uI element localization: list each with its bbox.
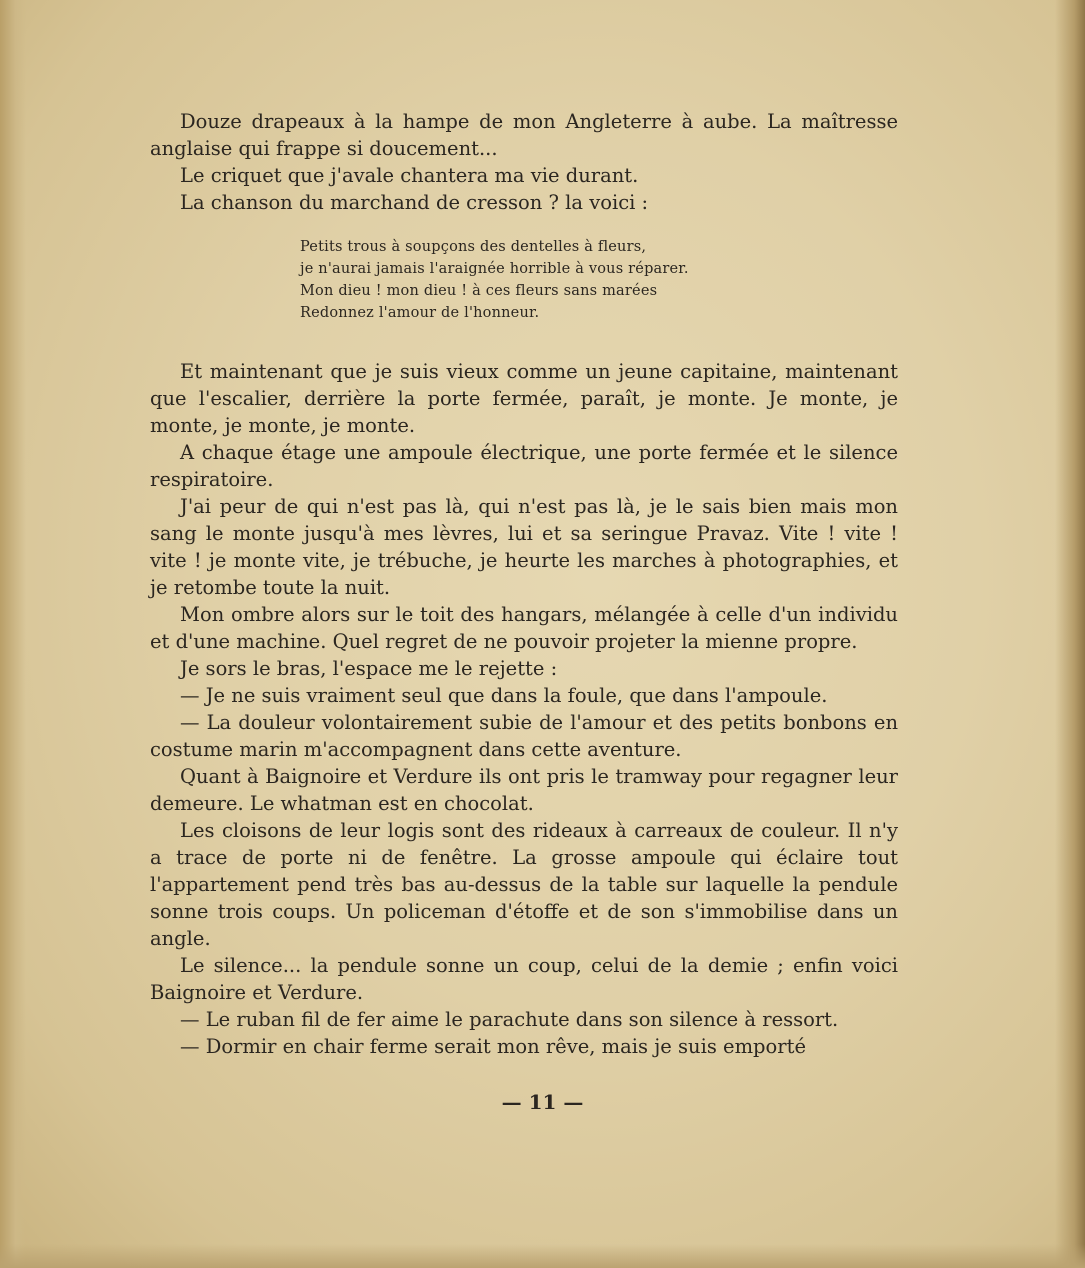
paragraph: J'ai peur de qui n'est pas là, qui n'est pas là, je le sais bien mais mon sang le monte jusqu'à mes lèvres, lui et sa seringue Pravaz. Vite ! vite ! vite ! je monte vite, je trébuche, je heurte les marches à photographies, et je retombe toute la nuit.: [150, 495, 898, 599]
page-number: — 11 —: [501, 1090, 584, 1114]
paragraph: Mon ombre alors sur le toit des hangars, mélangée à celle d'un individu et d'une machine. Quel regret de ne pouvoir projeter la mienne propre.: [150, 603, 898, 653]
dialogue-line: — Le ruban fil de fer aime le parachute dans son silence à ressort.: [180, 1008, 839, 1031]
paragraph: Le silence... la pendule sonne un coup, celui de la demie ; enfin voici Baignoire et Verdure.: [150, 954, 898, 1004]
paragraph: Le criquet que j'avale chantera ma vie durant.: [180, 164, 639, 187]
body-text: [150, 108, 898, 1060]
poem-block: [300, 236, 898, 324]
poem-line: Mon dieu ! mon dieu ! à ces fleurs sans marées: [300, 283, 658, 299]
dialogue-line: — La douleur volontairement subie de l'amour et des petits bonbons en costume marin m'accompagnent dans cette aventure.: [150, 711, 898, 761]
poem-line: Petits trous à soupçons des dentelles à fleurs,: [300, 239, 647, 255]
paragraph: Et maintenant que je suis vieux comme un jeune capitaine, maintenant que l'escalier, derrière la porte fermée, paraît, je monte. Je monte, je monte, je monte, je monte.: [150, 360, 898, 437]
dialogue-line: — Je ne suis vraiment seul que dans la foule, que dans l'ampoule.: [180, 684, 828, 707]
dialogue-line: — Dormir en chair ferme serait mon rêve, mais je suis emporté: [180, 1035, 806, 1058]
page-gutter-shadow: [0, 0, 26, 1268]
poem-line: Redonnez l'amour de l'honneur.: [300, 305, 540, 321]
page-bottom-shadow: [0, 1244, 1085, 1268]
paragraph: Quant à Baignoire et Verdure ils ont pris le tramway pour regagner leur demeure. Le whatman est en chocolat.: [150, 765, 898, 815]
poem-line: je n'aurai jamais l'araignée horrible à vous réparer.: [300, 261, 689, 277]
paragraph: A chaque étage une ampoule électrique, une porte fermée et le silence respiratoire.: [150, 441, 898, 491]
paragraph: Je sors le bras, l'espace me le rejette :: [180, 657, 558, 680]
paragraph: Les cloisons de leur logis sont des rideaux à carreaux de couleur. Il n'y a trace de porte ni de fenêtre. La grosse ampoule qui éclaire tout l'appartement pend très bas au-dessus de la table sur laquelle la pendule sonne trois coups. Un policeman d'étoffe et de son s'immobilise dans un angle.: [150, 819, 898, 950]
paragraph: Douze drapeaux à la hampe de mon Angleterre à aube. La maîtresse anglaise qui frappe si doucement...: [150, 110, 898, 160]
page-edge-shadow: [1055, 0, 1085, 1268]
paragraph: La chanson du marchand de cresson ? la voici :: [180, 191, 649, 214]
